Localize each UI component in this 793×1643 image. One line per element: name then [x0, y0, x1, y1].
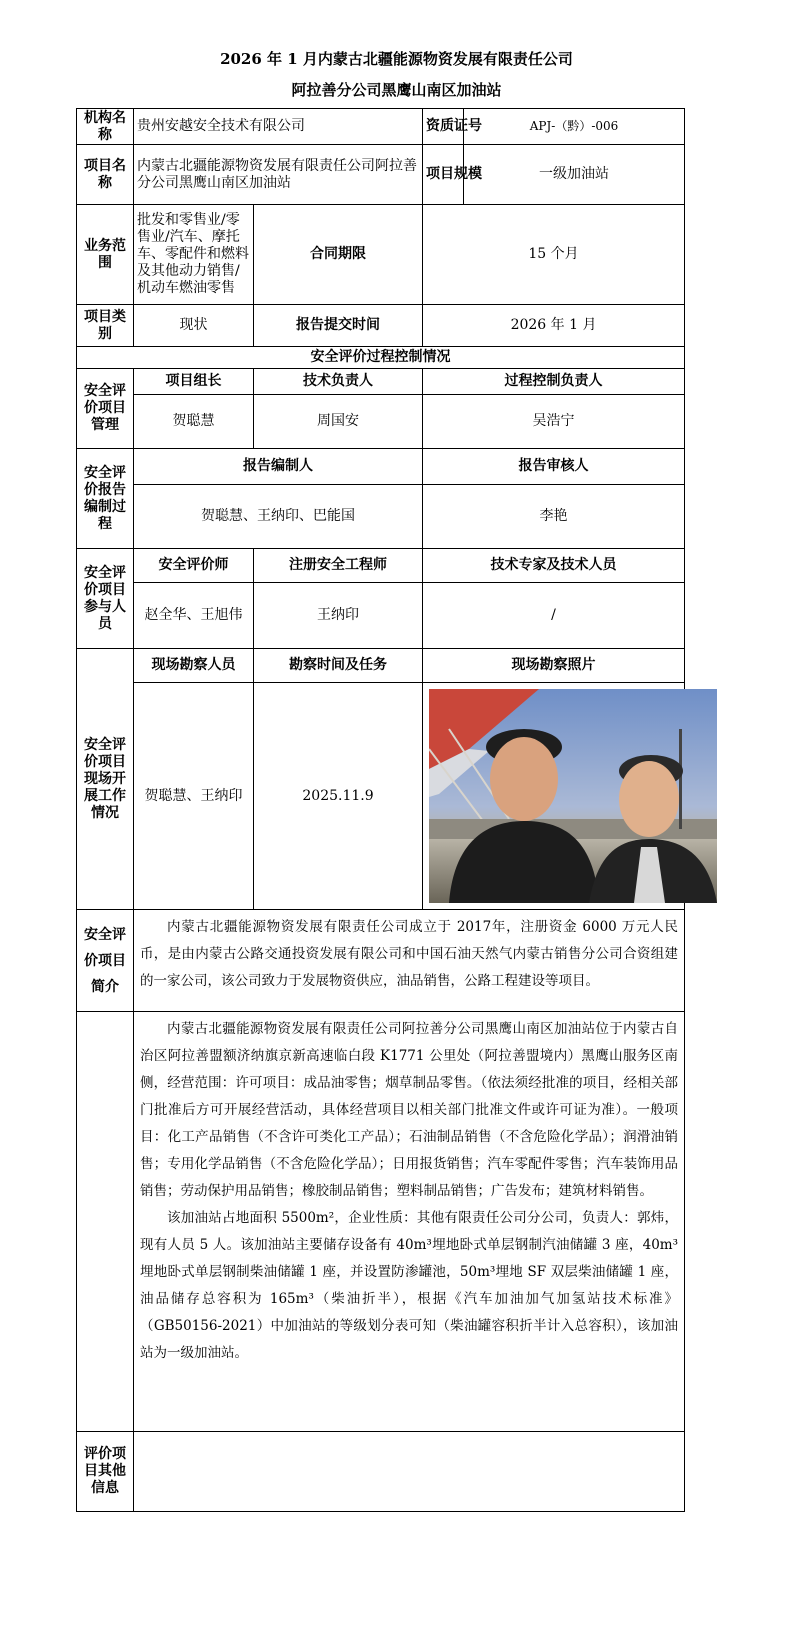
- org-name-label: 机构名称: [77, 109, 134, 145]
- site-survey-photo: [429, 689, 717, 903]
- project-intro-label: 安全评价项目简介: [77, 910, 134, 1012]
- project-category-label: 项目类别: [77, 305, 134, 347]
- safety-engineer-value: 王纳印: [254, 583, 423, 649]
- report-submit-value: 2026 年 1 月: [423, 305, 685, 347]
- business-scope-value: 批发和零售业/零售业/汽车、摩托车、零配件和燃料及其他动力销售/机动车燃油零售: [134, 205, 254, 305]
- survey-time-value: 2025.11.9: [254, 683, 423, 910]
- safety-evaluator-value: 赵全华、王旭伟: [134, 583, 254, 649]
- report-submit-label: 报告提交时间: [254, 305, 423, 347]
- report-reviewer-value: 李艳: [423, 485, 685, 549]
- tech-experts-value: /: [423, 583, 685, 649]
- cert-number-value: APJ-（黔）-006: [464, 109, 685, 145]
- section-title: 安全评价过程控制情况: [77, 347, 685, 369]
- project-name-value: 内蒙古北疆能源物资发展有限责任公司阿拉善分公司黑鹰山南区加油站: [134, 145, 423, 205]
- other-info-value: [134, 1432, 685, 1512]
- selfie-illustration: [429, 689, 717, 903]
- team-leader-header: 项目组长: [134, 369, 254, 395]
- site-surveyors-value: 贺聪慧、王纳印: [134, 683, 254, 910]
- evaluation-info-table: [76, 108, 685, 1512]
- document-title-line-2: 阿拉善分公司黑鹰山南区加油站: [291, 81, 502, 99]
- management-label: 安全评价项目管理: [77, 369, 134, 449]
- project-name-label: 项目名称: [77, 145, 134, 205]
- contract-term-label: 合同期限: [254, 205, 423, 305]
- contract-term-value: 15 个月: [423, 205, 685, 305]
- project-category-value: 现状: [134, 305, 254, 347]
- fieldwork-label: 安全评价项目现场开展工作情况: [77, 649, 134, 910]
- document-title-line-1: 2026 年 1 月内蒙古北疆能源物资发展有限责任公司: [220, 50, 573, 68]
- participants-label: 安全评价项目参与人员: [77, 549, 134, 649]
- site-photo-header: 现场勘察照片: [423, 649, 685, 683]
- site-surveyors-header: 现场勘察人员: [134, 649, 254, 683]
- safety-evaluator-header: 安全评价师: [134, 549, 254, 583]
- report-author-value: 贺聪慧、王纳印、巴能国: [134, 485, 423, 549]
- other-info-label: 评价项目其他信息: [77, 1432, 134, 1512]
- tech-lead-header: 技术负责人: [254, 369, 423, 395]
- project-intro-text: 内蒙古北疆能源物资发展有限责任公司成立于 2017年，注册资金 6000 万元人民币，是由内蒙古公路交通投资发展有限公司和中国石油天然气内蒙古销售分公司合资组建的一家公司，该公司致力于发展物资供应，油品销售，公路工程建设等项目。: [140, 919, 679, 989]
- tech-experts-header: 技术专家及技术人员: [423, 549, 685, 583]
- process-control-header: 过程控制负责人: [423, 369, 685, 395]
- report-author-header: 报告编制人: [134, 449, 423, 485]
- team-leader-value: 贺聪慧: [134, 395, 254, 449]
- survey-time-header: 勘察时间及任务: [254, 649, 423, 683]
- station-description-text: 内蒙古北疆能源物资发展有限责任公司阿拉善分公司黑鹰山南区加油站位于内蒙古自治区阿拉善盟额济纳旗京新高速临白段 K1771 公里处（阿拉善盟境内）黑鹰山服务区南侧，经营范围：许可项目：成品油零售；烟草制品零售。（依法须经批准的项目，经相关部门批准后方可开展经营活动，具体经营项目以相关部门批准文件或许可证为准）。一般项目：化工产品销售（不含许可类化工产品）；石油制品销售（不含危险化学品）；润滑油销售；专用化学品销售（不含危险化学品）；日用报货销售；汽车零配件零售；汽车装饰用品销售；劳动保护用品销售；橡胶制品销售；塑料制品销售；广告发布；建筑材料销售。: [140, 1021, 679, 1199]
- business-scope-label: 业务范围: [77, 205, 134, 305]
- report-compile-label: 安全评价报告编制过程: [77, 449, 134, 549]
- project-scale-value: 一级加油站: [464, 145, 685, 205]
- cert-number-label: 资质证号: [423, 109, 464, 145]
- process-control-value: 吴浩宁: [423, 395, 685, 449]
- tech-lead-value: 周国安: [254, 395, 423, 449]
- safety-engineer-header: 注册安全工程师: [254, 549, 423, 583]
- project-scale-label: 项目规模: [423, 145, 464, 205]
- org-name-value: 贵州安越安全技术有限公司: [134, 109, 423, 145]
- report-reviewer-header: 报告审核人: [423, 449, 685, 485]
- station-equipment-text: 该加油站占地面积 5500m²，企业性质：其他有限责任公司分公司，负责人：郭炜，现有人员 5 人。该加油站主要储存设备有 40m³埋地卧式单层钢制汽油储罐 3 座，40m³埋地卧式单层钢制柴油储罐 1 座，并设置防渗罐池，50m³埋地 SF 双层柴油储罐 1 座，油品储存总容积为 165m³（柴油折半），根据《汽车加油加气加氢站技术标准》（GB50156-2021）中加油站的等级划分表可知（柴油罐容积折半计入总容积），该加油站为一级加油站。: [140, 1210, 679, 1361]
